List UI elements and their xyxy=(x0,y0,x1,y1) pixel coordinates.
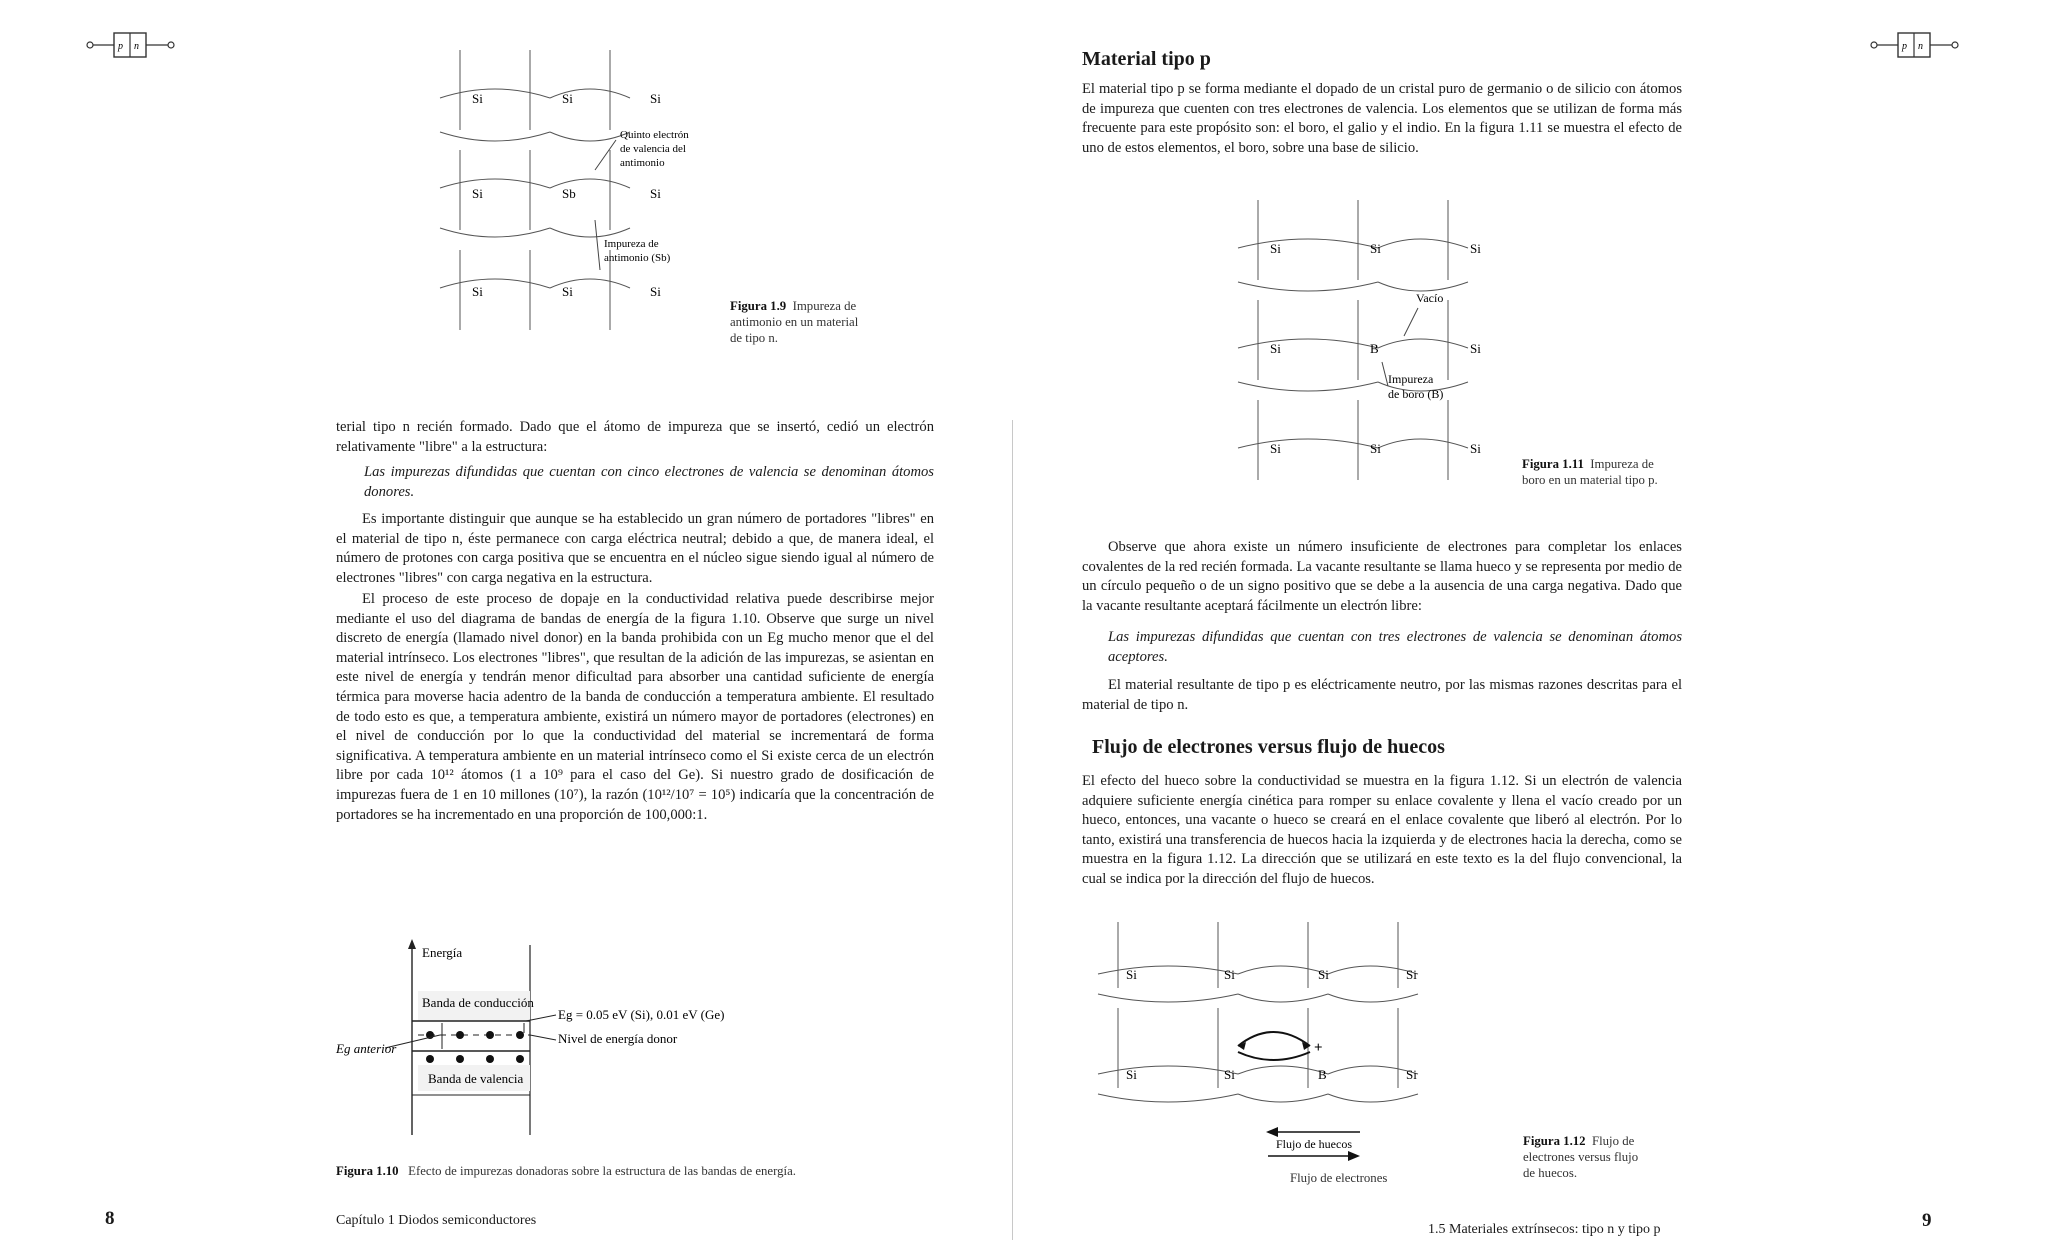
lattice-atom: Si xyxy=(1406,1067,1417,1082)
caption-line: electrones versus flujo xyxy=(1523,1150,1639,1164)
section-heading: Flujo de electrones versus flujo de huecos xyxy=(1092,736,1445,758)
eg-label: Eg = 0.05 eV (Si), 0.01 eV (Ge) xyxy=(558,1007,725,1022)
definition-quote: Las impurezas difundidas que cuentan con tres electrones de valencia se denominan átomos aceptores. xyxy=(1108,629,1682,665)
lattice-atom: Si xyxy=(1126,1067,1137,1082)
page-gutter xyxy=(1012,420,1013,1240)
lattice-atom: Si xyxy=(1224,1067,1235,1082)
lattice-atom: Si xyxy=(1406,967,1417,982)
svg-text:p: p xyxy=(1902,41,1907,52)
right-page xyxy=(1018,0,2048,1244)
lattice-atom: B xyxy=(1318,1067,1327,1082)
lattice-atom: Si xyxy=(1470,241,1481,256)
figure-1-10-band-diagram xyxy=(330,935,760,1145)
left-page xyxy=(0,0,1010,1244)
pn-diode-icon xyxy=(86,28,176,62)
lattice-atom: Sb xyxy=(562,186,576,201)
lattice-atom: Si xyxy=(1470,441,1481,456)
page-number: 9 xyxy=(1922,1210,1932,1231)
lattice-atom: Si xyxy=(562,284,573,299)
lattice-atom: Si xyxy=(650,91,661,106)
lattice-atom: Si xyxy=(1318,967,1329,982)
figure-1-9-caption xyxy=(730,298,900,346)
lattice-atom: Si xyxy=(1270,341,1281,356)
figure-1-9-lattice xyxy=(420,40,750,345)
caption-number: Figura 1.12 xyxy=(1523,1134,1586,1148)
eg-previous-label: Eg anterior xyxy=(336,1041,397,1056)
caption-line: antimonio en un material xyxy=(730,315,859,329)
lattice-atom: Si xyxy=(1470,341,1481,356)
svg-text:p: p xyxy=(118,41,123,52)
lattice-atom: Si xyxy=(472,91,483,106)
lattice-atom: Si xyxy=(472,284,483,299)
conduction-band-label: Banda de conducción xyxy=(422,995,534,1010)
lattice-atom: Si xyxy=(1270,241,1281,256)
label-impurity: antimonio (Sb) xyxy=(604,252,671,264)
svg-text:n: n xyxy=(1918,41,1923,52)
energy-axis-label: Energía xyxy=(422,945,463,960)
label-electron: Quinto electrón xyxy=(620,129,689,141)
valence-band-label: Banda de valencia xyxy=(428,1071,524,1086)
lattice-atom: Si xyxy=(650,284,661,299)
donor-level-label: Nivel de energía donor xyxy=(558,1031,678,1046)
caption-line: Impureza de xyxy=(1590,457,1654,471)
lattice-atom: Si xyxy=(1270,441,1281,456)
label-electron: antimonio xyxy=(620,157,665,169)
lattice-atom: Si xyxy=(1370,241,1381,256)
figure-1-11-caption xyxy=(1522,456,1702,488)
lattice-atom: Si xyxy=(1370,441,1381,456)
caption-line: de huecos. xyxy=(1523,1166,1578,1180)
label-electron: de valencia del xyxy=(620,143,686,155)
label-impurity: de boro (B) xyxy=(1388,387,1444,401)
lattice-atom: B xyxy=(1370,341,1379,356)
paragraph: El proceso de este proceso de dopaje en la conductividad relativa puede describirse mejor mediante el uso del diagrama de bandas de energía de la figura 1.10. Observe que surge un nivel discreto de energía (llamado nivel donor) en la banda prohibida con un Eg mucho menor que el del material intrínseco. Los electrones "libres", que resultan de la adición de las impurezas, se asientan en este nivel de energía y tendrán menor dificultad para absorber una cantidad suficiente de energía térmica para moverse hacia adentro de la banda de conducción a temperatura ambiente. El resultado de todo esto es que, a temperatura ambiente, existirá un número mayor de portadores (electrones) en el nivel de conducción por lo que la conductividad del material se incrementará de forma significativa. A temperatura ambiente en un material intrínseco como el Si existe cerca de un electrón libre por cada 10¹² átomos (1 a 10⁹ para el caso del Ge). Si nuestro grado de dosificación de impurezas fuera de 1 en 10 millones (10⁷), la razón (10¹²/10⁷ = 10⁵) indicaría que la concentración de portadores se ha incrementado en una proporción de 100,000:1. xyxy=(336,591,934,823)
running-head: 1.5 Materiales extrínsecos: tipo n y tipo p xyxy=(1428,1222,1661,1237)
caption-line: Flujo de xyxy=(1591,1134,1635,1148)
paragraph: terial tipo n recién formado. Dado que el átomo de impureza que se insertó, cedió un electrón relativamente "libre" a la estructura: xyxy=(336,419,934,455)
caption-line: boro en un material tipo p. xyxy=(1522,473,1658,487)
paragraph: El material tipo p se forma mediante el dopado de un cristal puro de germanio o de silicio con átomos de impureza que cuenten con tres electrones de valencia. Los elementos que se utilizan de forma más frecuente para este propósito son: el boro, el galio y el indio. En la figura 1.11 se muestra el efecto de uno de estos elementos, el boro, sobre una base de silicio. xyxy=(1082,81,1682,156)
hole-plus-sign: + xyxy=(1314,1040,1323,1056)
lattice-atom: Si xyxy=(472,186,483,201)
pn-diode-icon xyxy=(1870,28,1960,62)
svg-text:n: n xyxy=(134,41,139,52)
label-vacancy: Vacío xyxy=(1416,291,1444,305)
electron-flow-label: Flujo de electrones xyxy=(1290,1171,1388,1185)
caption-line: de tipo n. xyxy=(730,331,778,345)
figure-1-12-caption xyxy=(1523,1133,1683,1181)
hole-flow-label: Flujo de huecos xyxy=(1276,1137,1352,1151)
figure-1-11-lattice xyxy=(1218,190,1548,495)
figure-1-12-lattice xyxy=(1088,918,1508,1168)
paragraph: El material resultante de tipo p es eléctricamente neutro, por las mismas razones descritas para el material de tipo n. xyxy=(1082,677,1682,713)
caption-number: Figura 1.11 xyxy=(1522,457,1584,471)
label-impurity: Impureza xyxy=(1388,372,1434,386)
running-head: Capítulo 1 Diodos semiconductores xyxy=(336,1213,537,1228)
paragraph: Observe que ahora existe un número insuficiente de electrones para completar los enlaces covalentes de la red recién formada. La vacante resultante se llama hueco y se representa por medio de un círculo pequeño o de un signo positivo que se debe a la ausencia de una carga negativa. Dado que la vacante resultante aceptará fácilmente un electrón libre: xyxy=(1082,539,1682,614)
lattice-atom: Si xyxy=(1126,967,1137,982)
page-number: 8 xyxy=(105,1208,115,1229)
caption-number: Figura 1.9 xyxy=(730,299,787,313)
lattice-atom: Si xyxy=(650,186,661,201)
lattice-atom: Si xyxy=(562,91,573,106)
caption-number: Figura 1.10 xyxy=(336,1164,399,1178)
paragraph: Es importante distinguir que aunque se ha establecido un gran número de portadores "libres" en el material de tipo n, éste permanece con carga eléctrica neutral; debido a que, de manera ideal, el número de protones con carga positiva que se encuentra en el núcleo sigue siendo igual al número de electrones "libres" con carga negativa en la estructura. xyxy=(336,511,934,586)
caption-line: Efecto de impurezas donadoras sobre la estructura de las bandas de energía. xyxy=(408,1164,796,1178)
definition-quote: Las impurezas difundidas que cuentan con cinco electrones de valencia se denominan átomos donores. xyxy=(364,464,934,500)
lattice-atom: Si xyxy=(1224,967,1235,982)
paragraph: El efecto del hueco sobre la conductividad se muestra en la figura 1.12. Si un electrón de valencia adquiere suficiente energía cinética para romper su enlace covalente y llena el vacío creado por un hueco, entonces, una vacante o hueco se creará en el enlace covalente que liberó al electrón. Por lo tanto, existirá una transferencia de huecos hacia la izquierda y de electrones hacia la derecha, como se muestra en la figura 1.12. La dirección que se utilizará en este texto es la del flujo convencional, la cual se indica por la dirección del flujo de huecos. xyxy=(1082,773,1682,887)
caption-line: Impureza de xyxy=(792,299,857,313)
label-impurity: Impureza de xyxy=(604,238,659,250)
section-heading: Material tipo p xyxy=(1082,48,1211,70)
figure-1-10-caption xyxy=(336,1163,936,1179)
